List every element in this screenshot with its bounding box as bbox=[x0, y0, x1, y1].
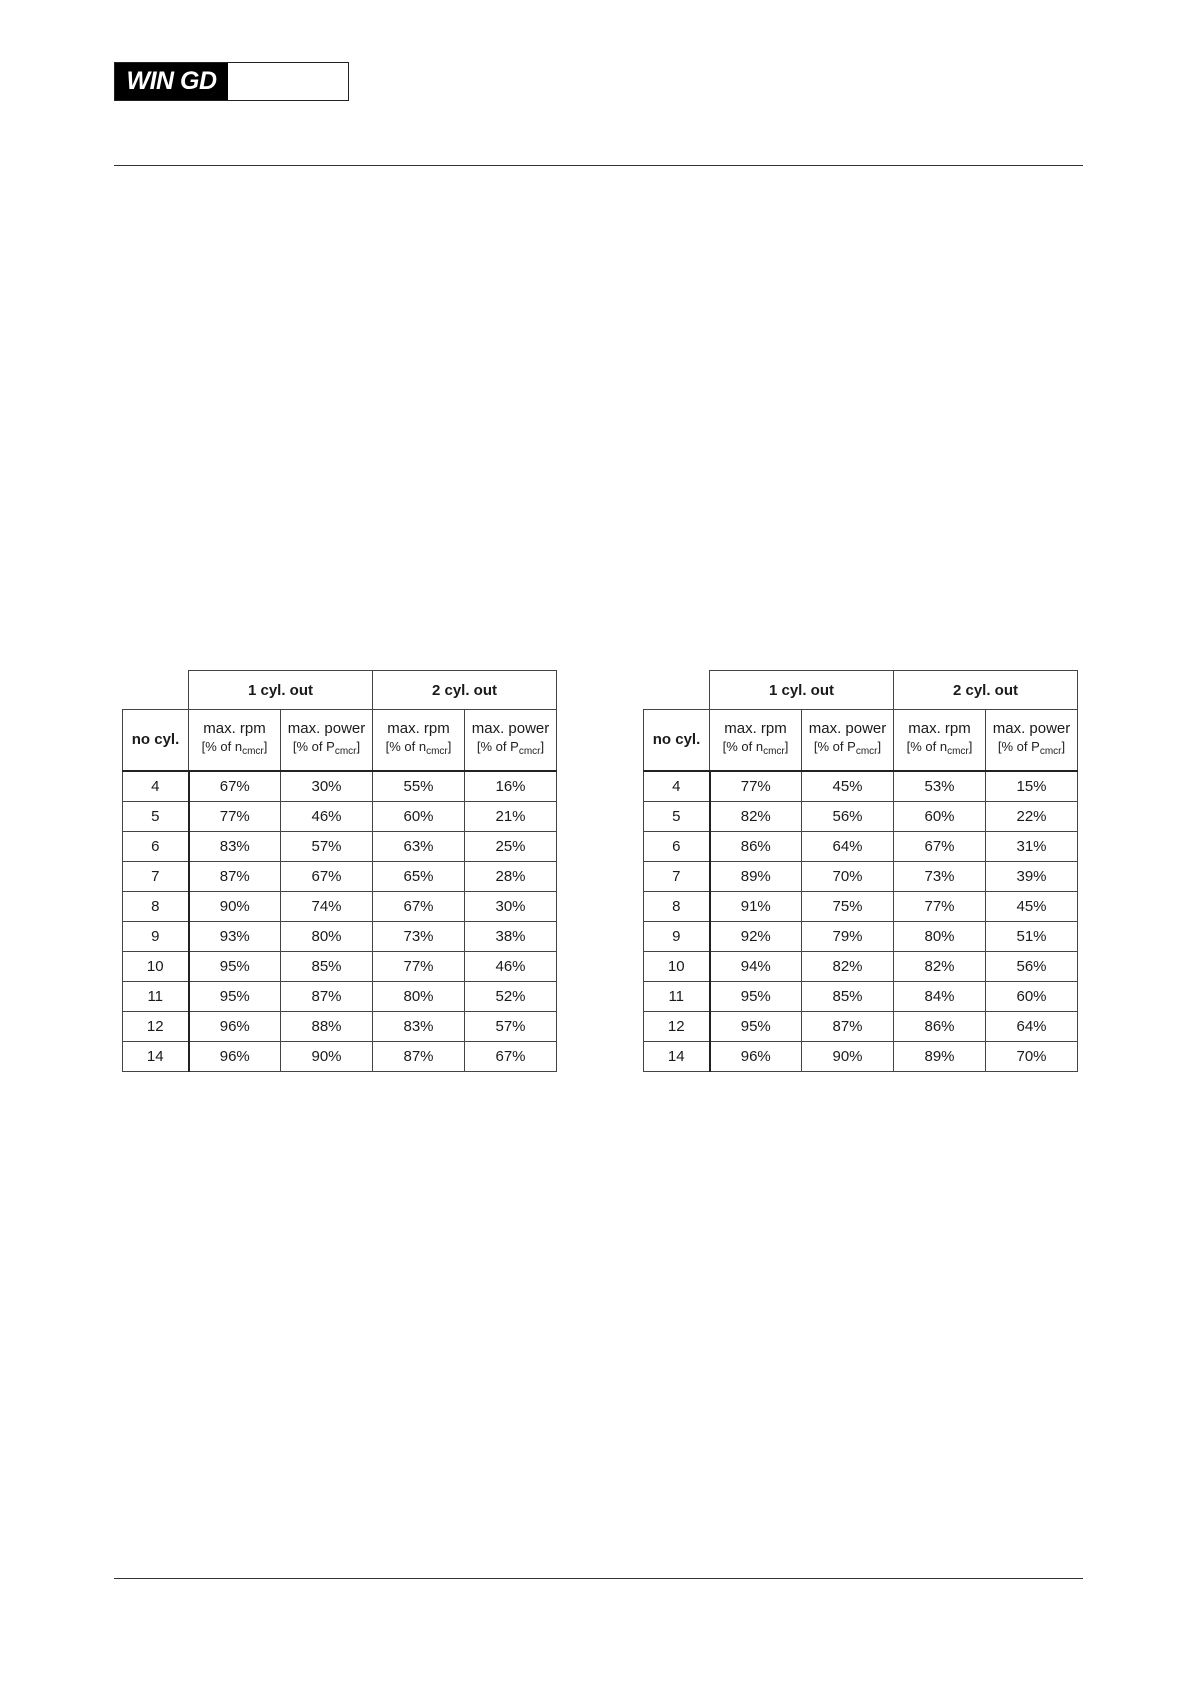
cylinder-count-cell: 4 bbox=[644, 771, 710, 802]
percent-cell: 60% bbox=[894, 802, 986, 832]
percent-cell: 31% bbox=[986, 832, 1078, 862]
table-row bbox=[644, 1012, 1078, 1042]
column-header bbox=[373, 710, 465, 772]
cylinder-count-cell: 8 bbox=[123, 892, 189, 922]
column-header-unit bbox=[281, 738, 372, 761]
percent-cell: 67% bbox=[281, 862, 373, 892]
percent-cell: 39% bbox=[986, 862, 1078, 892]
percent-cell: 55% bbox=[373, 771, 465, 802]
table-right-container bbox=[643, 670, 1078, 1072]
unit-suffix: ] bbox=[356, 738, 361, 754]
group-header: 1 cyl. out bbox=[710, 671, 894, 710]
unit-prefix: [% of n bbox=[722, 738, 764, 754]
percent-cell: 83% bbox=[373, 1012, 465, 1042]
percent-cell: 77% bbox=[189, 802, 281, 832]
unit-prefix: [% of P bbox=[476, 738, 519, 754]
unit-prefix: [% of P bbox=[292, 738, 335, 754]
percent-cell: 95% bbox=[189, 982, 281, 1012]
percent-cell: 64% bbox=[986, 1012, 1078, 1042]
table-row bbox=[123, 892, 557, 922]
percent-cell: 46% bbox=[465, 952, 557, 982]
percent-cell: 51% bbox=[986, 922, 1078, 952]
percent-cell: 89% bbox=[710, 862, 802, 892]
percent-cell: 22% bbox=[986, 802, 1078, 832]
column-header bbox=[894, 710, 986, 772]
unit-suffix: ] bbox=[1061, 738, 1066, 754]
header-divider bbox=[114, 165, 1083, 166]
unit-prefix: [% of P bbox=[813, 738, 856, 754]
unit-prefix: [% of P bbox=[997, 738, 1040, 754]
column-header bbox=[802, 710, 894, 772]
percent-cell: 83% bbox=[189, 832, 281, 862]
percent-cell: 96% bbox=[710, 1042, 802, 1072]
table-row bbox=[644, 892, 1078, 922]
group-header: 1 cyl. out bbox=[189, 671, 373, 710]
logo-blank-panel bbox=[228, 63, 348, 100]
percent-cell: 93% bbox=[189, 922, 281, 952]
table-row bbox=[644, 982, 1078, 1012]
column-header-main: max. power bbox=[992, 719, 1071, 737]
column-header-main: max. power bbox=[471, 719, 550, 737]
percent-cell: 89% bbox=[894, 1042, 986, 1072]
group-header-row bbox=[644, 671, 1078, 710]
percent-cell: 90% bbox=[281, 1042, 373, 1072]
percent-cell: 38% bbox=[465, 922, 557, 952]
percent-cell: 30% bbox=[465, 892, 557, 922]
percent-cell: 45% bbox=[986, 892, 1078, 922]
column-header-main: max. rpm bbox=[387, 719, 450, 737]
column-header-unit bbox=[894, 738, 985, 761]
column-header-main: max. rpm bbox=[724, 719, 787, 737]
column-header-row bbox=[644, 710, 1078, 772]
column-header-main: max. rpm bbox=[203, 719, 266, 737]
percent-cell: 85% bbox=[802, 982, 894, 1012]
cylinder-count-cell: 5 bbox=[123, 802, 189, 832]
unit-subscript: cmcr bbox=[426, 745, 448, 757]
percent-cell: 73% bbox=[373, 922, 465, 952]
percent-cell: 57% bbox=[465, 1012, 557, 1042]
table-row bbox=[644, 952, 1078, 982]
table-row bbox=[644, 802, 1078, 832]
unit-subscript: cmcr bbox=[763, 745, 785, 757]
percent-cell: 63% bbox=[373, 832, 465, 862]
unit-suffix: ] bbox=[877, 738, 882, 754]
percent-cell: 65% bbox=[373, 862, 465, 892]
percent-cell: 85% bbox=[281, 952, 373, 982]
percent-cell: 80% bbox=[281, 922, 373, 952]
percent-cell: 80% bbox=[894, 922, 986, 952]
column-header-main: max. power bbox=[808, 719, 887, 737]
footer-divider bbox=[114, 1578, 1083, 1579]
group-header-row bbox=[123, 671, 557, 710]
unit-prefix: [% of n bbox=[201, 738, 243, 754]
percent-cell: 67% bbox=[894, 832, 986, 862]
company-logo bbox=[114, 62, 349, 101]
no-cyl-header: no cyl. bbox=[123, 710, 189, 772]
percent-cell: 30% bbox=[281, 771, 373, 802]
cylinder-cutout-table bbox=[122, 670, 557, 1072]
column-header-row bbox=[123, 710, 557, 772]
unit-subscript: cmcr bbox=[855, 745, 878, 757]
percent-cell: 77% bbox=[710, 771, 802, 802]
column-header-unit bbox=[802, 738, 893, 761]
unit-suffix: ] bbox=[784, 738, 789, 754]
cylinder-count-cell: 7 bbox=[123, 862, 189, 892]
cylinder-count-cell: 9 bbox=[123, 922, 189, 952]
group-header: 2 cyl. out bbox=[373, 671, 557, 710]
percent-cell: 16% bbox=[465, 771, 557, 802]
table-row bbox=[123, 802, 557, 832]
percent-cell: 79% bbox=[802, 922, 894, 952]
cylinder-count-cell: 6 bbox=[644, 832, 710, 862]
cylinder-count-cell: 6 bbox=[123, 832, 189, 862]
column-header-unit bbox=[986, 738, 1077, 761]
logo-wordmark: WIN GD bbox=[115, 63, 228, 100]
percent-cell: 15% bbox=[986, 771, 1078, 802]
cylinder-count-cell: 12 bbox=[644, 1012, 710, 1042]
percent-cell: 77% bbox=[894, 892, 986, 922]
unit-subscript: cmcr bbox=[242, 745, 264, 757]
percent-cell: 84% bbox=[894, 982, 986, 1012]
percent-cell: 87% bbox=[281, 982, 373, 1012]
table-row bbox=[644, 922, 1078, 952]
table-row bbox=[123, 771, 557, 802]
cylinder-count-cell: 8 bbox=[644, 892, 710, 922]
cylinder-count-cell: 14 bbox=[123, 1042, 189, 1072]
percent-cell: 90% bbox=[802, 1042, 894, 1072]
cylinder-count-cell: 7 bbox=[644, 862, 710, 892]
column-header-main: max. rpm bbox=[908, 719, 971, 737]
unit-prefix: [% of n bbox=[385, 738, 427, 754]
table-row bbox=[644, 862, 1078, 892]
percent-cell: 45% bbox=[802, 771, 894, 802]
percent-cell: 92% bbox=[710, 922, 802, 952]
group-header: 2 cyl. out bbox=[894, 671, 1078, 710]
unit-suffix: ] bbox=[447, 738, 452, 754]
percent-cell: 82% bbox=[894, 952, 986, 982]
percent-cell: 80% bbox=[373, 982, 465, 1012]
empty-corner-cell bbox=[644, 671, 710, 710]
percent-cell: 86% bbox=[894, 1012, 986, 1042]
unit-subscript: cmcr bbox=[334, 745, 357, 757]
unit-prefix: [% of n bbox=[906, 738, 948, 754]
table-row bbox=[644, 771, 1078, 802]
unit-subscript: cmcr bbox=[1039, 745, 1062, 757]
table-row bbox=[123, 1042, 557, 1072]
percent-cell: 77% bbox=[373, 952, 465, 982]
percent-cell: 87% bbox=[189, 862, 281, 892]
column-header-unit bbox=[465, 738, 556, 761]
cylinder-count-cell: 14 bbox=[644, 1042, 710, 1072]
cylinder-count-cell: 10 bbox=[644, 952, 710, 982]
percent-cell: 91% bbox=[710, 892, 802, 922]
percent-cell: 95% bbox=[710, 1012, 802, 1042]
percent-cell: 57% bbox=[281, 832, 373, 862]
column-header-unit bbox=[189, 738, 280, 761]
percent-cell: 88% bbox=[281, 1012, 373, 1042]
column-header-unit bbox=[373, 738, 464, 761]
percent-cell: 82% bbox=[710, 802, 802, 832]
no-cyl-header: no cyl. bbox=[644, 710, 710, 772]
cylinder-count-cell: 11 bbox=[123, 982, 189, 1012]
percent-cell: 52% bbox=[465, 982, 557, 1012]
percent-cell: 74% bbox=[281, 892, 373, 922]
percent-cell: 87% bbox=[802, 1012, 894, 1042]
table-row bbox=[123, 982, 557, 1012]
table-row bbox=[123, 1012, 557, 1042]
percent-cell: 90% bbox=[189, 892, 281, 922]
table-row bbox=[123, 862, 557, 892]
empty-corner-cell bbox=[123, 671, 189, 710]
column-header bbox=[986, 710, 1078, 772]
unit-suffix: ] bbox=[540, 738, 545, 754]
cylinder-count-cell: 11 bbox=[644, 982, 710, 1012]
cylinder-cutout-table bbox=[643, 670, 1078, 1072]
percent-cell: 86% bbox=[710, 832, 802, 862]
percent-cell: 82% bbox=[802, 952, 894, 982]
percent-cell: 95% bbox=[189, 952, 281, 982]
percent-cell: 25% bbox=[465, 832, 557, 862]
table-row bbox=[644, 832, 1078, 862]
cylinder-count-cell: 9 bbox=[644, 922, 710, 952]
percent-cell: 60% bbox=[373, 802, 465, 832]
unit-suffix: ] bbox=[263, 738, 268, 754]
percent-cell: 70% bbox=[802, 862, 894, 892]
percent-cell: 67% bbox=[189, 771, 281, 802]
percent-cell: 96% bbox=[189, 1012, 281, 1042]
cylinder-count-cell: 5 bbox=[644, 802, 710, 832]
unit-suffix: ] bbox=[968, 738, 973, 754]
column-header bbox=[281, 710, 373, 772]
percent-cell: 67% bbox=[373, 892, 465, 922]
percent-cell: 94% bbox=[710, 952, 802, 982]
percent-cell: 56% bbox=[986, 952, 1078, 982]
percent-cell: 46% bbox=[281, 802, 373, 832]
percent-cell: 28% bbox=[465, 862, 557, 892]
percent-cell: 70% bbox=[986, 1042, 1078, 1072]
table-row bbox=[123, 832, 557, 862]
table-row bbox=[123, 952, 557, 982]
column-header bbox=[189, 710, 281, 772]
percent-cell: 96% bbox=[189, 1042, 281, 1072]
column-header bbox=[710, 710, 802, 772]
cylinder-count-cell: 10 bbox=[123, 952, 189, 982]
percent-cell: 53% bbox=[894, 771, 986, 802]
percent-cell: 21% bbox=[465, 802, 557, 832]
percent-cell: 75% bbox=[802, 892, 894, 922]
percent-cell: 56% bbox=[802, 802, 894, 832]
percent-cell: 73% bbox=[894, 862, 986, 892]
column-header bbox=[465, 710, 557, 772]
cylinder-count-cell: 12 bbox=[123, 1012, 189, 1042]
table-row bbox=[123, 922, 557, 952]
unit-subscript: cmcr bbox=[518, 745, 541, 757]
percent-cell: 87% bbox=[373, 1042, 465, 1072]
cylinder-count-cell: 4 bbox=[123, 771, 189, 802]
column-header-unit bbox=[710, 738, 801, 761]
unit-subscript: cmcr bbox=[947, 745, 969, 757]
percent-cell: 60% bbox=[986, 982, 1078, 1012]
percent-cell: 64% bbox=[802, 832, 894, 862]
percent-cell: 67% bbox=[465, 1042, 557, 1072]
percent-cell: 95% bbox=[710, 982, 802, 1012]
table-left-container bbox=[122, 670, 557, 1072]
table-row bbox=[644, 1042, 1078, 1072]
column-header-main: max. power bbox=[287, 719, 366, 737]
